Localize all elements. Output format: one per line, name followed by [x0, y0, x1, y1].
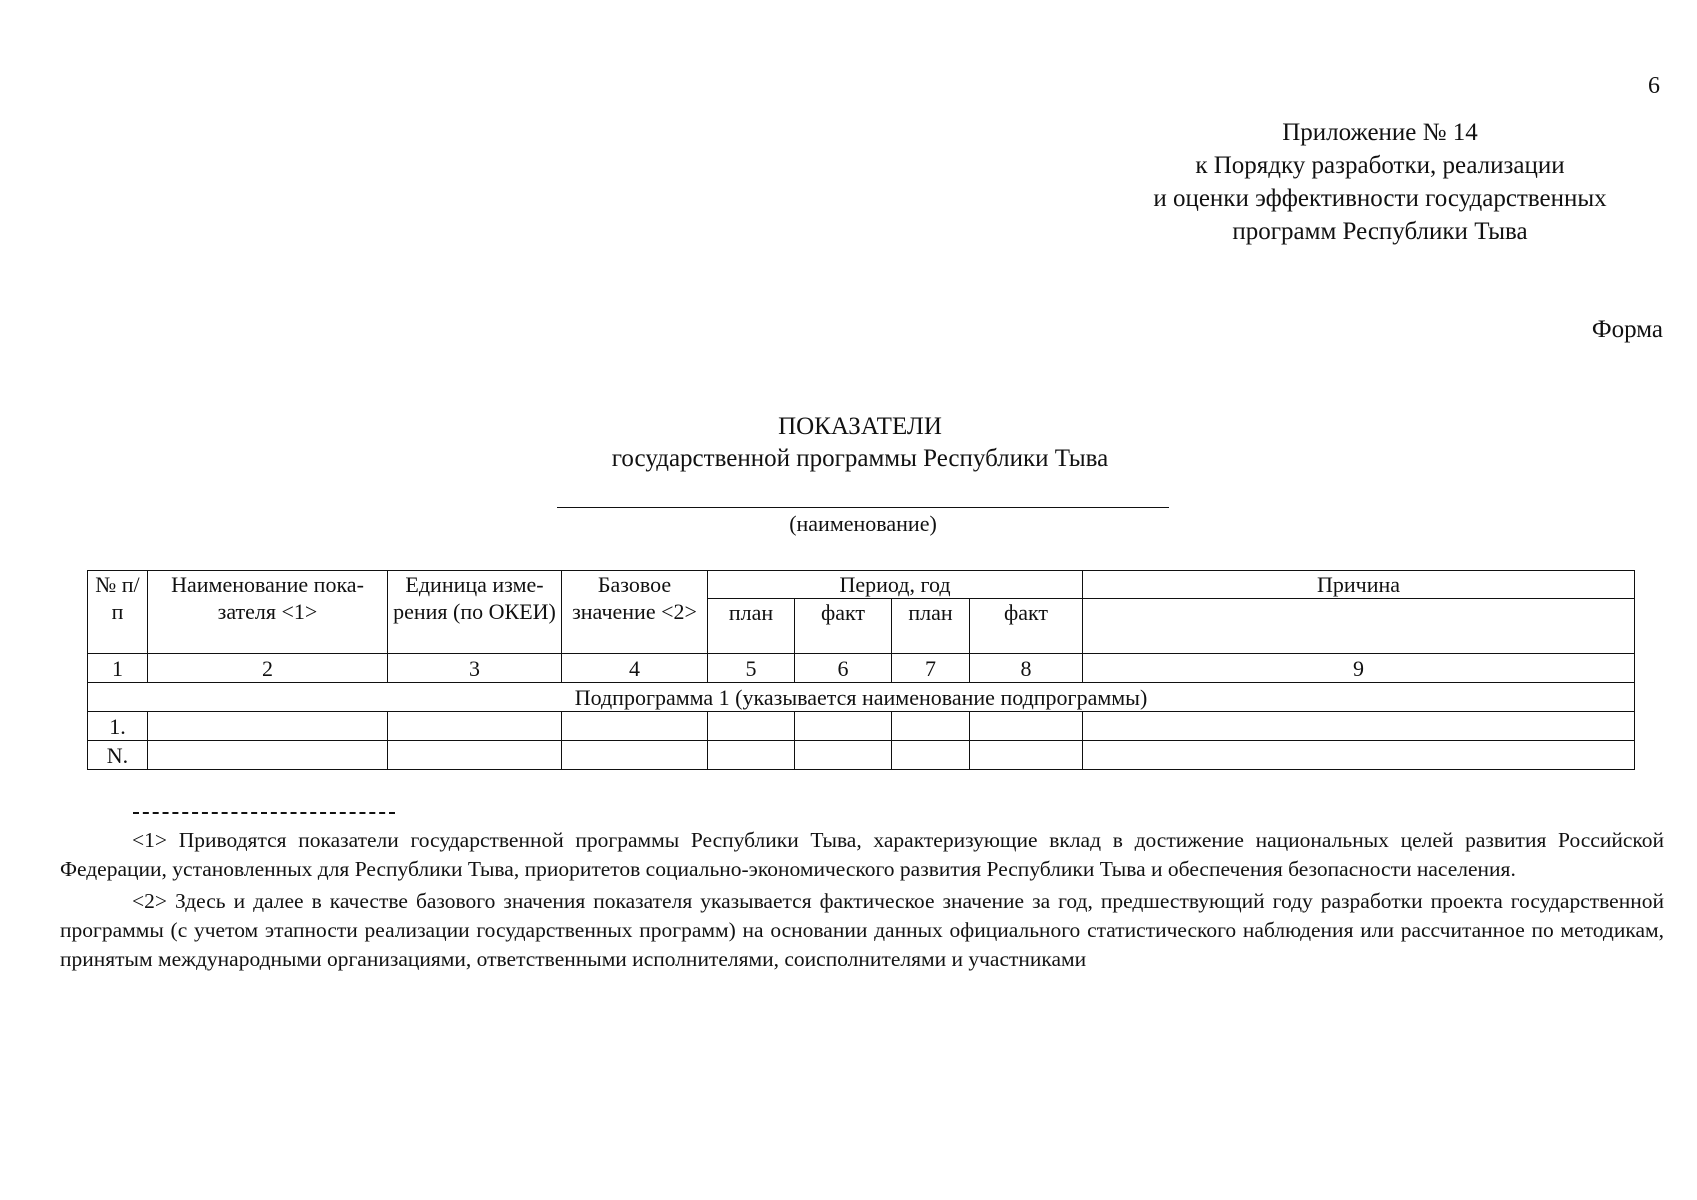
header-reason: Причина [1083, 571, 1635, 599]
header-row-1 [88, 571, 1635, 599]
indicators-table [87, 570, 1635, 770]
footnote-separator [133, 812, 395, 814]
column-number: 6 [795, 654, 892, 683]
row-number: N. [88, 741, 148, 770]
footnote-2: <2> Здесь и далее в качестве базового значения показателя указывается фактическое значение за год, предшествующий году разработки проекта государственной программы (с учетом этапности реализации государственных программ) на основании данных официального статистического наблюдения или рассчитанное по методикам, принятым международными организациями, ответственными исполнителями, соисполнителями и участниками [60, 889, 1664, 971]
footnote-1: <1> Приводятся показатели государственной программы Республики Тыва, характеризующие вклад в достижение национальных целей развития Российской Федерации, установленных для Республики Тыва, приоритетов социально-экономического развития Республики Тыва и обеспечения безопасности населения. [60, 828, 1664, 881]
header-fact-2: факт [970, 599, 1083, 654]
table-cell [708, 741, 795, 770]
appendix-line-1: Приложение № 14 [1282, 119, 1478, 146]
table-cell [970, 741, 1083, 770]
column-number: 9 [1083, 654, 1635, 683]
footnotes [60, 826, 1664, 977]
column-number: 7 [892, 654, 970, 683]
table-cell [795, 712, 892, 741]
table-cell [892, 741, 970, 770]
title-main: ПОКАЗАТЕЛИ [778, 413, 942, 440]
header-unit: Единица изме-рения (по ОКЕИ) [388, 571, 562, 654]
subprogram-row [88, 683, 1635, 712]
header-num: № п/п [88, 571, 148, 654]
header-plan-1: план [708, 599, 795, 654]
name-caption: (наименование) [789, 511, 937, 536]
subprogram-title: Подпрограмма 1 (указывается наименование подпрограммы) [88, 683, 1635, 712]
document-title [460, 411, 1260, 475]
table-cell [148, 741, 388, 770]
table-row [88, 741, 1635, 770]
title-subtitle: государственной программы Республики Тыва [611, 445, 1109, 472]
appendix-reference [1050, 116, 1697, 248]
table-cell [148, 712, 388, 741]
row-number: 1. [88, 712, 148, 741]
header-plan-2: план [892, 599, 970, 654]
page-number: 6 [1648, 73, 1660, 99]
table-cell [388, 741, 562, 770]
appendix-line-2: к Порядку разработки, реализации [1195, 152, 1565, 179]
header-base-value: Базовое значение <2> [562, 571, 708, 654]
appendix-line-4: программ Республики Тыва [1232, 218, 1528, 245]
table-cell [892, 712, 970, 741]
table-cell [1083, 741, 1635, 770]
header-indicator-name: Наименование пока-зателя <1> [148, 571, 388, 654]
header-fact-1: факт [795, 599, 892, 654]
table-cell [388, 712, 562, 741]
table-cell [970, 712, 1083, 741]
table-cell [562, 741, 708, 770]
form-label: Форма [1591, 316, 1663, 343]
table-row [88, 712, 1635, 741]
appendix-line-3: и оценки эффективности государственных [1153, 185, 1607, 212]
column-number: 5 [708, 654, 795, 683]
table-cell [1083, 712, 1635, 741]
column-numbers-row [88, 654, 1635, 683]
table-cell [562, 712, 708, 741]
table-cell [795, 741, 892, 770]
column-number: 1 [88, 654, 148, 683]
column-number: 2 [148, 654, 388, 683]
column-number: 8 [970, 654, 1083, 683]
header-period: Период, год [708, 571, 1083, 599]
name-underline [557, 507, 1169, 508]
column-number: 4 [562, 654, 708, 683]
header-reason-blank [1083, 599, 1635, 654]
table-cell [708, 712, 795, 741]
column-number: 3 [388, 654, 562, 683]
